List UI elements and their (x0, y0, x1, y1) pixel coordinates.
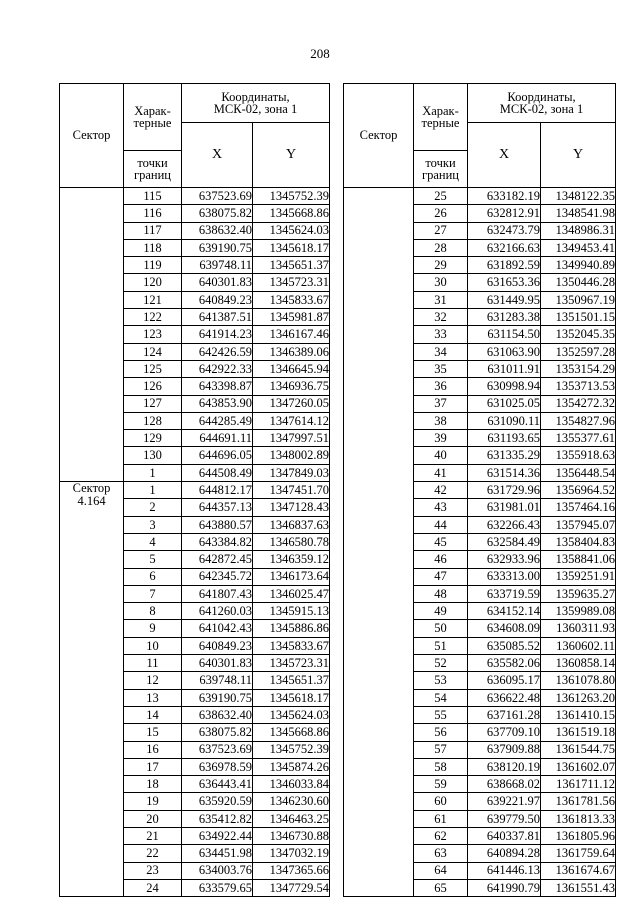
x-coordinate-cell: 640849.23 (182, 637, 253, 654)
x-coordinate-cell: 644357.13 (182, 499, 253, 516)
point-cell: 16 (124, 741, 182, 758)
point-cell: 46 (414, 551, 468, 568)
y-coordinate-cell: 1345752.39 (253, 188, 330, 205)
point-cell: 41 (414, 464, 468, 481)
y-coordinate-cell: 1347729.54 (253, 879, 330, 896)
header-coordinates (182, 84, 330, 123)
y-coordinate-cell: 1345618.17 (253, 239, 330, 256)
y-coordinate-cell: 1358404.83 (541, 533, 616, 550)
y-coordinate-cell: 1358841.06 (541, 551, 616, 568)
x-coordinate-cell: 643398.87 (182, 378, 253, 395)
point-cell: 21 (124, 827, 182, 844)
point-cell: 14 (124, 706, 182, 723)
y-coordinate-cell: 1360311.93 (541, 620, 616, 637)
point-cell: 19 (124, 793, 182, 810)
header-coords-line-2: МСК-02, зона 1 (213, 102, 298, 116)
y-coordinate-cell: 1347849.03 (253, 464, 330, 481)
point-cell: 129 (124, 430, 182, 447)
point-cell: 32 (414, 309, 468, 326)
x-coordinate-cell: 639748.11 (182, 257, 253, 274)
sector-cell (344, 188, 414, 897)
x-coordinate-cell: 632584.49 (468, 533, 541, 550)
x-coordinate-cell: 637709.10 (468, 724, 541, 741)
header-coords-line-1: Координаты, (507, 89, 576, 104)
y-coordinate-cell: 1361813.33 (541, 810, 616, 827)
y-coordinate-cell: 1346359.12 (253, 551, 330, 568)
point-cell: 2 (124, 499, 182, 516)
y-coordinate-cell: 1361674.67 (541, 862, 616, 879)
x-coordinate-cell: 633719.59 (468, 585, 541, 602)
point-cell: 56 (414, 724, 468, 741)
point-cell: 42 (414, 482, 468, 499)
header-coordinates (468, 84, 616, 123)
table-header (344, 84, 616, 188)
point-cell: 23 (124, 862, 182, 879)
x-coordinate-cell: 638668.02 (468, 776, 541, 793)
y-coordinate-cell: 1349453.41 (541, 239, 616, 256)
x-coordinate-cell: 635412.82 (182, 810, 253, 827)
x-coordinate-cell: 631892.59 (468, 257, 541, 274)
point-cell: 119 (124, 257, 182, 274)
y-coordinate-cell: 1345723.31 (253, 274, 330, 291)
x-coordinate-cell: 636622.48 (468, 689, 541, 706)
coordinates-table-left (59, 83, 330, 897)
point-cell: 122 (124, 309, 182, 326)
header-characteristic-points-cont (414, 151, 468, 188)
point-cell: 63 (414, 845, 468, 862)
y-coordinate-cell: 1346230.60 (253, 793, 330, 810)
y-coordinate-cell: 1346936.75 (253, 378, 330, 395)
x-coordinate-cell: 641042.43 (182, 620, 253, 637)
point-cell: 1 (124, 482, 182, 499)
y-coordinate-cell: 1355918.63 (541, 447, 616, 464)
point-cell: 26 (414, 205, 468, 222)
x-coordinate-cell: 631514.36 (468, 464, 541, 481)
y-coordinate-cell: 1348541.98 (541, 205, 616, 222)
x-coordinate-cell: 631011.91 (468, 360, 541, 377)
y-coordinate-cell: 1350446.28 (541, 274, 616, 291)
y-coordinate-cell: 1359635.27 (541, 585, 616, 602)
x-coordinate-cell: 631193.65 (468, 430, 541, 447)
x-coordinate-cell: 640301.83 (182, 274, 253, 291)
x-coordinate-cell: 641387.51 (182, 309, 253, 326)
point-cell: 22 (124, 845, 182, 862)
point-cell: 30 (414, 274, 468, 291)
point-cell: 38 (414, 412, 468, 429)
point-cell: 9 (124, 620, 182, 637)
y-coordinate-cell: 1346645.94 (253, 360, 330, 377)
y-coordinate-cell: 1345668.86 (253, 724, 330, 741)
y-coordinate-cell: 1347128.43 (253, 499, 330, 516)
header-point-line-2: терные (133, 116, 172, 130)
point-cell: 33 (414, 326, 468, 343)
x-coordinate-cell: 641260.03 (182, 603, 253, 620)
y-coordinate-cell: 1345833.67 (253, 291, 330, 308)
point-cell: 125 (124, 360, 182, 377)
page-number: 208 (310, 46, 330, 61)
x-coordinate-cell: 637161.28 (468, 706, 541, 723)
x-coordinate-cell: 631025.05 (468, 395, 541, 412)
point-cell: 43 (414, 499, 468, 516)
x-coordinate-cell: 634451.98 (182, 845, 253, 862)
point-cell: 65 (414, 879, 468, 896)
x-coordinate-cell: 639779.50 (468, 810, 541, 827)
x-coordinate-cell: 639190.75 (182, 239, 253, 256)
point-cell: 5 (124, 551, 182, 568)
x-coordinate-cell: 637523.69 (182, 741, 253, 758)
x-coordinate-cell: 631335.29 (468, 447, 541, 464)
header-point-line-4: границ (422, 168, 459, 182)
x-coordinate-cell: 642872.45 (182, 551, 253, 568)
y-coordinate-cell: 1361759.64 (541, 845, 616, 862)
x-coordinate-cell: 636095.17 (468, 672, 541, 689)
table-row (60, 188, 330, 205)
point-cell: 17 (124, 758, 182, 775)
point-cell: 51 (414, 637, 468, 654)
x-coordinate-cell: 639748.11 (182, 672, 253, 689)
x-coordinate-cell: 637523.69 (182, 188, 253, 205)
point-cell: 49 (414, 603, 468, 620)
y-coordinate-cell: 1347260.05 (253, 395, 330, 412)
point-cell: 57 (414, 741, 468, 758)
header-y: Y (253, 123, 330, 188)
x-coordinate-cell: 631653.36 (468, 274, 541, 291)
x-coordinate-cell: 643384.82 (182, 533, 253, 550)
y-coordinate-cell: 1346167.46 (253, 326, 330, 343)
y-coordinate-cell: 1357945.07 (541, 516, 616, 533)
point-cell: 31 (414, 291, 468, 308)
point-cell: 27 (414, 222, 468, 239)
point-cell: 6 (124, 568, 182, 585)
x-coordinate-cell: 644508.49 (182, 464, 253, 481)
y-coordinate-cell: 1347451.70 (253, 482, 330, 499)
header-coords-line-2: МСК-02, зона 1 (499, 102, 584, 116)
header-sector: Сектор (60, 84, 124, 188)
y-coordinate-cell: 1361805.96 (541, 827, 616, 844)
y-coordinate-cell: 1352597.28 (541, 343, 616, 360)
x-coordinate-cell: 644696.05 (182, 447, 253, 464)
y-coordinate-cell: 1351501.15 (541, 309, 616, 326)
x-coordinate-cell: 631090.11 (468, 412, 541, 429)
y-coordinate-cell: 1345915.13 (253, 603, 330, 620)
header-sector: Сектор (344, 84, 414, 188)
y-coordinate-cell: 1354272.32 (541, 395, 616, 412)
y-coordinate-cell: 1345651.37 (253, 257, 330, 274)
table-row (344, 188, 616, 205)
y-coordinate-cell: 1348122.35 (541, 188, 616, 205)
y-coordinate-cell: 1345752.39 (253, 741, 330, 758)
y-coordinate-cell: 1347032.19 (253, 845, 330, 862)
y-coordinate-cell: 1352045.35 (541, 326, 616, 343)
point-cell: 115 (124, 188, 182, 205)
y-coordinate-cell: 1346025.47 (253, 585, 330, 602)
point-cell: 50 (414, 620, 468, 637)
header-point-line-4: границ (134, 168, 171, 182)
point-cell: 20 (124, 810, 182, 827)
table-body (344, 188, 616, 897)
y-coordinate-cell: 1353154.29 (541, 360, 616, 377)
point-cell: 127 (124, 395, 182, 412)
y-coordinate-cell: 1346389.06 (253, 343, 330, 360)
y-coordinate-cell: 1350967.19 (541, 291, 616, 308)
point-cell: 15 (124, 724, 182, 741)
point-cell: 36 (414, 378, 468, 395)
point-cell: 120 (124, 274, 182, 291)
point-cell: 130 (124, 447, 182, 464)
header-characteristic-points (414, 84, 468, 151)
x-coordinate-cell: 640894.28 (468, 845, 541, 862)
header-point-line-3: точки (425, 155, 456, 170)
y-coordinate-cell: 1354827.96 (541, 412, 616, 429)
header-point-line-2: терные (421, 116, 460, 130)
header-x: X (182, 123, 253, 188)
y-coordinate-cell: 1361519.18 (541, 724, 616, 741)
x-coordinate-cell: 631729.96 (468, 482, 541, 499)
y-coordinate-cell: 1345886.86 (253, 620, 330, 637)
x-coordinate-cell: 632812.91 (468, 205, 541, 222)
x-coordinate-cell: 631283.38 (468, 309, 541, 326)
x-coordinate-cell: 632266.43 (468, 516, 541, 533)
x-coordinate-cell: 643880.57 (182, 516, 253, 533)
y-coordinate-cell: 1346033.84 (253, 776, 330, 793)
x-coordinate-cell: 636443.41 (182, 776, 253, 793)
x-coordinate-cell: 644285.49 (182, 412, 253, 429)
y-coordinate-cell: 1360858.14 (541, 655, 616, 672)
point-cell: 37 (414, 395, 468, 412)
x-coordinate-cell: 644691.11 (182, 430, 253, 447)
x-coordinate-cell: 640301.83 (182, 655, 253, 672)
header-x: X (468, 123, 541, 188)
point-cell: 4 (124, 533, 182, 550)
x-coordinate-cell: 640337.81 (468, 827, 541, 844)
point-cell: 40 (414, 447, 468, 464)
point-cell: 55 (414, 706, 468, 723)
x-coordinate-cell: 632473.79 (468, 222, 541, 239)
point-cell: 118 (124, 239, 182, 256)
y-coordinate-cell: 1346580.78 (253, 533, 330, 550)
y-coordinate-cell: 1345618.17 (253, 689, 330, 706)
y-coordinate-cell: 1345624.03 (253, 706, 330, 723)
point-cell: 61 (414, 810, 468, 827)
point-cell: 48 (414, 585, 468, 602)
y-coordinate-cell: 1360602.11 (541, 637, 616, 654)
y-coordinate-cell: 1356448.54 (541, 464, 616, 481)
y-coordinate-cell: 1361711.12 (541, 776, 616, 793)
y-coordinate-cell: 1359251.91 (541, 568, 616, 585)
x-coordinate-cell: 634152.14 (468, 603, 541, 620)
x-coordinate-cell: 640849.23 (182, 291, 253, 308)
x-coordinate-cell: 633579.65 (182, 879, 253, 896)
y-coordinate-cell: 1361544.75 (541, 741, 616, 758)
y-coordinate-cell: 1347997.51 (253, 430, 330, 447)
sector-cell (60, 188, 124, 482)
point-cell: 35 (414, 360, 468, 377)
x-coordinate-cell: 633182.19 (468, 188, 541, 205)
point-cell: 117 (124, 222, 182, 239)
x-coordinate-cell: 630998.94 (468, 378, 541, 395)
point-cell: 128 (124, 412, 182, 429)
y-coordinate-cell: 1346173.64 (253, 568, 330, 585)
x-coordinate-cell: 633313.00 (468, 568, 541, 585)
x-coordinate-cell: 641914.23 (182, 326, 253, 343)
point-cell: 3 (124, 516, 182, 533)
y-coordinate-cell: 1357464.16 (541, 499, 616, 516)
y-coordinate-cell: 1345874.26 (253, 758, 330, 775)
x-coordinate-cell: 639221.97 (468, 793, 541, 810)
header-characteristic-points-cont (124, 151, 182, 188)
point-cell: 7 (124, 585, 182, 602)
point-cell: 53 (414, 672, 468, 689)
x-coordinate-cell: 643853.90 (182, 395, 253, 412)
y-coordinate-cell: 1361602.07 (541, 758, 616, 775)
point-cell: 58 (414, 758, 468, 775)
x-coordinate-cell: 635085.52 (468, 637, 541, 654)
point-cell: 116 (124, 205, 182, 222)
point-cell: 62 (414, 827, 468, 844)
x-coordinate-cell: 639190.75 (182, 689, 253, 706)
table-header (60, 84, 330, 188)
y-coordinate-cell: 1361551.43 (541, 879, 616, 896)
y-coordinate-cell: 1349940.89 (541, 257, 616, 274)
y-coordinate-cell: 1345624.03 (253, 222, 330, 239)
y-coordinate-cell: 1348002.89 (253, 447, 330, 464)
point-cell: 13 (124, 689, 182, 706)
x-coordinate-cell: 631981.01 (468, 499, 541, 516)
header-characteristic-points (124, 84, 182, 151)
x-coordinate-cell: 635582.06 (468, 655, 541, 672)
y-coordinate-cell: 1347614.12 (253, 412, 330, 429)
x-coordinate-cell: 644812.17 (182, 482, 253, 499)
y-coordinate-cell: 1346837.63 (253, 516, 330, 533)
y-coordinate-cell: 1345651.37 (253, 672, 330, 689)
y-coordinate-cell: 1353713.53 (541, 378, 616, 395)
point-cell: 25 (414, 188, 468, 205)
y-coordinate-cell: 1345668.86 (253, 205, 330, 222)
y-coordinate-cell: 1361781.56 (541, 793, 616, 810)
point-cell: 52 (414, 655, 468, 672)
point-cell: 11 (124, 655, 182, 672)
header-coords-line-1: Координаты, (221, 89, 290, 104)
x-coordinate-cell: 642426.59 (182, 343, 253, 360)
x-coordinate-cell: 635920.59 (182, 793, 253, 810)
point-cell: 60 (414, 793, 468, 810)
point-cell: 18 (124, 776, 182, 793)
x-coordinate-cell: 634922.44 (182, 827, 253, 844)
header-point-line-1: Харак- (134, 103, 171, 118)
y-coordinate-cell: 1361263.20 (541, 689, 616, 706)
point-cell: 64 (414, 862, 468, 879)
header-point-line-1: Харак- (422, 103, 459, 118)
x-coordinate-cell: 634608.09 (468, 620, 541, 637)
sector-cell: Сектор 4.164 (60, 482, 124, 897)
header-point-line-3: точки (137, 155, 168, 170)
x-coordinate-cell: 631449.95 (468, 291, 541, 308)
y-coordinate-cell: 1355377.61 (541, 430, 616, 447)
x-coordinate-cell: 634003.76 (182, 862, 253, 879)
point-cell: 28 (414, 239, 468, 256)
point-cell: 124 (124, 343, 182, 360)
point-cell: 126 (124, 378, 182, 395)
x-coordinate-cell: 637909.88 (468, 741, 541, 758)
point-cell: 121 (124, 291, 182, 308)
x-coordinate-cell: 638075.82 (182, 724, 253, 741)
x-coordinate-cell: 641990.79 (468, 879, 541, 896)
point-cell: 47 (414, 568, 468, 585)
coordinates-table-right (343, 83, 616, 897)
header-y: Y (541, 123, 616, 188)
y-coordinate-cell: 1345981.87 (253, 309, 330, 326)
point-cell: 39 (414, 430, 468, 447)
point-cell: 12 (124, 672, 182, 689)
table-body (60, 188, 330, 897)
y-coordinate-cell: 1345833.67 (253, 637, 330, 654)
x-coordinate-cell: 631063.90 (468, 343, 541, 360)
x-coordinate-cell: 632166.63 (468, 239, 541, 256)
x-coordinate-cell: 638075.82 (182, 205, 253, 222)
point-cell: 24 (124, 879, 182, 896)
x-coordinate-cell: 638632.40 (182, 706, 253, 723)
point-cell: 29 (414, 257, 468, 274)
x-coordinate-cell: 642345.72 (182, 568, 253, 585)
point-cell: 123 (124, 326, 182, 343)
point-cell: 8 (124, 603, 182, 620)
y-coordinate-cell: 1359989.08 (541, 603, 616, 620)
y-coordinate-cell: 1346730.88 (253, 827, 330, 844)
point-cell: 44 (414, 516, 468, 533)
x-coordinate-cell: 638120.19 (468, 758, 541, 775)
x-coordinate-cell: 638632.40 (182, 222, 253, 239)
x-coordinate-cell: 641446.13 (468, 862, 541, 879)
x-coordinate-cell: 631154.50 (468, 326, 541, 343)
x-coordinate-cell: 636978.59 (182, 758, 253, 775)
point-cell: 54 (414, 689, 468, 706)
y-coordinate-cell: 1361078.80 (541, 672, 616, 689)
point-cell: 34 (414, 343, 468, 360)
y-coordinate-cell: 1348986.31 (541, 222, 616, 239)
x-coordinate-cell: 632933.96 (468, 551, 541, 568)
x-coordinate-cell: 641807.43 (182, 585, 253, 602)
point-cell: 10 (124, 637, 182, 654)
y-coordinate-cell: 1356964.52 (541, 482, 616, 499)
y-coordinate-cell: 1346463.25 (253, 810, 330, 827)
point-cell: 45 (414, 533, 468, 550)
y-coordinate-cell: 1347365.66 (253, 862, 330, 879)
y-coordinate-cell: 1361410.15 (541, 706, 616, 723)
point-cell: 59 (414, 776, 468, 793)
x-coordinate-cell: 642922.33 (182, 360, 253, 377)
point-cell: 1 (124, 464, 182, 481)
y-coordinate-cell: 1345723.31 (253, 655, 330, 672)
table-row (60, 482, 330, 499)
